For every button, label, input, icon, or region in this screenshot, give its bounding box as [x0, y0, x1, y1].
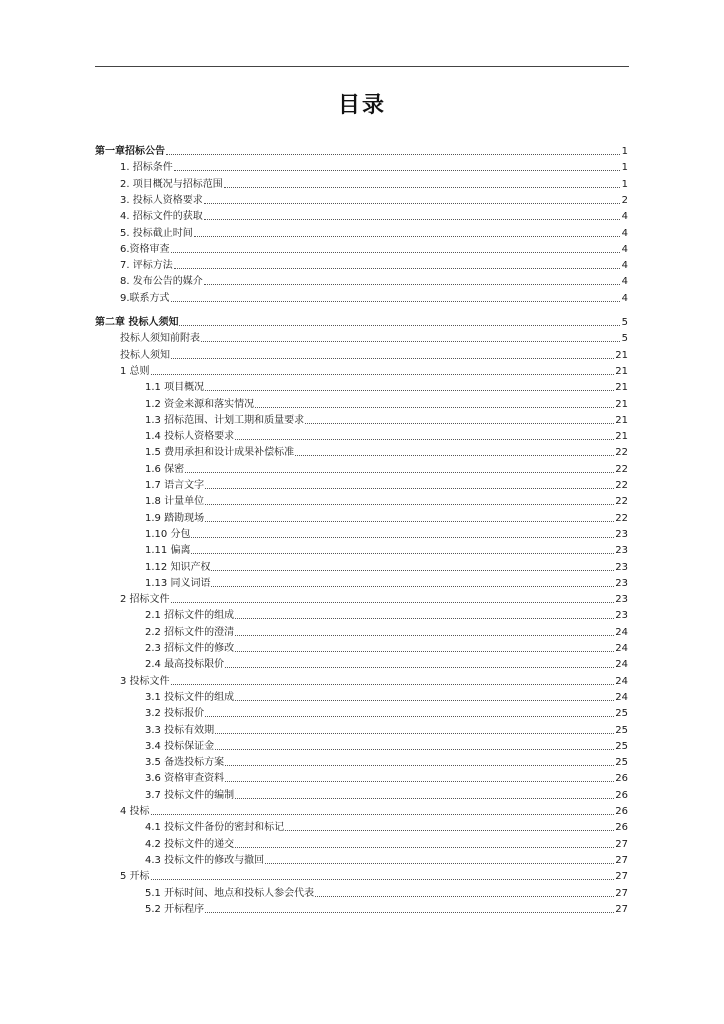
toc-entry[interactable]: [145, 443, 628, 459]
toc-entry[interactable]: [120, 272, 628, 288]
toc-entry[interactable]: [120, 207, 628, 223]
toc-entry[interactable]: [145, 818, 628, 834]
toc-entry[interactable]: [145, 769, 628, 785]
toc-page-number: 27: [615, 887, 628, 899]
toc-leader-dots: [174, 170, 620, 171]
toc-entry[interactable]: [120, 289, 628, 305]
toc-entry[interactable]: [145, 492, 628, 508]
toc-leader-dots: [211, 570, 614, 571]
toc-leader-dots: [204, 284, 620, 285]
toc-entry-text: 4. 招标文件的获取: [120, 211, 203, 223]
toc-leader-dots: [151, 374, 615, 375]
toc-entry-text: 5.2 开标程序: [145, 903, 205, 915]
toc-leader-dots: [204, 203, 620, 204]
toc-entry[interactable]: [120, 191, 628, 207]
toc-entry[interactable]: [120, 590, 628, 606]
toc-entry-text: 4 投标: [120, 806, 150, 817]
toc-leader-dots: [265, 863, 614, 864]
toc-leader-dots: [194, 236, 620, 237]
toc-entry-text: 1.10 分包: [145, 528, 191, 540]
toc-page-number: 4: [621, 243, 628, 255]
toc-leader-dots: [235, 651, 614, 652]
toc-entry-text: 5 开标: [120, 871, 150, 883]
toc-entry[interactable]: [120, 672, 628, 688]
toc-leader-dots: [235, 635, 614, 636]
toc-entry[interactable]: [120, 346, 628, 362]
toc-page-number: 21: [615, 398, 628, 410]
toc-leader-dots: [171, 358, 614, 359]
toc-leader-dots: [205, 521, 614, 522]
toc-entry-text: 3.3 投标有效期: [145, 724, 215, 736]
toc-entry[interactable]: [145, 786, 628, 802]
toc-entry[interactable]: [145, 411, 628, 427]
toc-page-number: 23: [615, 528, 628, 540]
toc-page-number: 24: [615, 675, 628, 687]
toc-page-number: 4: [621, 292, 628, 304]
toc-entry-text: 3 投标文件: [120, 675, 170, 687]
toc-page-number: 22: [615, 447, 628, 459]
toc-entry-text: 3.2 投标报价: [145, 708, 205, 720]
toc-entry-text: 1.1 项目概况: [145, 382, 205, 394]
toc-leader-dots: [295, 455, 614, 456]
toc-page-number: 24: [615, 643, 628, 654]
toc-entry-text: 第二章 投标人须知: [95, 317, 179, 328]
toc-page-number: 26: [615, 806, 628, 817]
toc-page-number: 4: [621, 227, 628, 239]
toc-entry[interactable]: [145, 639, 628, 655]
toc-entry[interactable]: [145, 835, 628, 851]
toc-entry[interactable]: [120, 240, 628, 256]
toc-page-number: 5: [621, 333, 628, 345]
toc-page-number: 21: [615, 382, 628, 394]
toc-entry-text: 3.6 资格审查资料: [145, 773, 225, 785]
toc-entry-text: 4.2 投标文件的递交: [145, 838, 235, 850]
toc-leader-dots: [235, 847, 614, 848]
toc-entry[interactable]: [145, 688, 628, 704]
toc-leader-dots: [151, 879, 615, 880]
page-title: 目录: [337, 93, 386, 118]
toc-leader-dots: [235, 439, 614, 440]
toc-entry-text: 1.11 偏离: [145, 545, 191, 557]
toc-page-number: 24: [615, 626, 628, 638]
toc-leader-dots: [171, 301, 620, 302]
toc-entry[interactable]: [145, 427, 628, 443]
toc-entry[interactable]: [120, 867, 628, 883]
toc-page-number: 25: [615, 724, 628, 736]
toc-leader-dots: [235, 618, 614, 619]
toc-leader-dots: [305, 423, 614, 424]
toc-entry-text: 投标人须知: [120, 349, 170, 361]
toc-entry[interactable]: [145, 460, 628, 476]
toc-entry[interactable]: [120, 802, 628, 818]
toc-page-number: 24: [615, 659, 628, 671]
toc-leader-dots: [255, 407, 614, 408]
toc-leader-dots: [205, 390, 614, 391]
toc-leader-dots: [166, 154, 620, 155]
toc-leader-dots: [205, 716, 614, 717]
toc-page-number: 24: [615, 691, 628, 703]
toc-entry[interactable]: [145, 574, 628, 590]
toc-leader-dots: [225, 781, 614, 782]
toc-page-number: 25: [615, 757, 628, 769]
toc-entry[interactable]: [145, 606, 628, 622]
toc-entry-text: 3.5 备选投标方案: [145, 757, 225, 769]
toc-entry[interactable]: [120, 224, 628, 240]
toc-leader-dots: [171, 252, 620, 253]
toc-leader-dots: [285, 830, 614, 831]
toc-page-number: 22: [615, 512, 628, 524]
toc-entry[interactable]: [120, 329, 628, 345]
toc-entry[interactable]: [145, 737, 628, 753]
toc-entry-text: 3.1 投标文件的组成: [145, 691, 235, 703]
toc-page-number: 27: [615, 838, 628, 850]
toc-entry[interactable]: [145, 851, 628, 867]
toc-entry[interactable]: [120, 175, 628, 191]
toc-entry[interactable]: [120, 256, 628, 272]
toc-entry-text: 2.1 招标文件的组成: [145, 610, 235, 622]
toc-entry[interactable]: [145, 753, 628, 769]
toc-page-number: 22: [615, 496, 628, 508]
toc-leader-dots: [205, 488, 614, 489]
toc-leader-dots: [185, 472, 614, 473]
toc-page-number: 22: [615, 480, 628, 491]
toc-page-number: 26: [615, 773, 628, 785]
toc-page-number: 23: [615, 561, 628, 573]
toc-leader-dots: [205, 912, 614, 913]
toc-entry[interactable]: [120, 158, 628, 174]
toc-entry-text: 3. 投标人资格要求: [120, 194, 203, 206]
toc-leader-dots: [235, 700, 614, 701]
toc-entry-text: 9.联系方式: [120, 292, 170, 304]
toc-entry[interactable]: [145, 655, 628, 671]
toc-entry-text: 1.5 费用承担和设计成果补偿标准: [145, 447, 295, 459]
toc-entry-text: 5. 投标截止时间: [120, 227, 193, 239]
toc-chapter-entry[interactable]: [95, 142, 628, 158]
toc-entry-text: 2. 项目概况与招标范围: [120, 178, 223, 190]
toc-entry-text: 2 招标文件: [120, 594, 170, 606]
toc-entry[interactable]: [145, 525, 628, 541]
toc-entry[interactable]: [145, 704, 628, 720]
toc-entry-text: 1.3 招标范围、计划工期和质量要求: [145, 414, 305, 426]
toc-entry[interactable]: [145, 541, 628, 557]
toc-page-number: 2: [621, 194, 628, 206]
toc-page-number: 4: [621, 260, 628, 272]
toc-page-number: 25: [615, 740, 628, 752]
toc-leader-dots: [215, 749, 614, 750]
toc-entry-text: 2.3 招标文件的修改: [145, 643, 235, 654]
toc-page-number: 26: [615, 822, 628, 834]
toc-page-number: 1: [621, 178, 628, 190]
toc-entry-text: 2.4 最高投标限价: [145, 659, 225, 671]
toc-leader-dots: [215, 733, 614, 734]
toc-entry-text: 4.1 投标文件备份的密封和标记: [145, 822, 285, 834]
toc-entry[interactable]: [145, 558, 628, 574]
toc-page-number: 21: [615, 431, 628, 443]
toc-page-number: 1: [621, 146, 628, 157]
toc-entry[interactable]: [145, 395, 628, 411]
toc-leader-dots: [179, 325, 620, 326]
toc-leader-dots: [235, 798, 614, 799]
toc-page-number: 4: [621, 211, 628, 223]
toc-leader-dots: [174, 268, 620, 269]
toc-entry[interactable]: [145, 476, 628, 492]
toc-page-number: 5: [621, 317, 628, 328]
toc-entry-text: 8. 发布公告的媒介: [120, 276, 203, 288]
toc-entry-text: 6.资格审查: [120, 243, 170, 255]
toc-entry[interactable]: [145, 378, 628, 394]
toc-page-number: 23: [615, 594, 628, 606]
toc-entry[interactable]: [145, 721, 628, 737]
toc-page-number: 26: [615, 789, 628, 801]
toc-page-number: 1: [621, 162, 628, 174]
toc-entry-text: 7. 评标方法: [120, 260, 173, 272]
toc-entry[interactable]: [145, 509, 628, 525]
toc-page-number: 21: [615, 349, 628, 361]
toc-entry-text: 1.6 保密: [145, 463, 185, 475]
toc-page-number: 27: [615, 871, 628, 883]
toc-entry-text: 第一章招标公告: [95, 146, 165, 157]
toc-leader-dots: [204, 219, 620, 220]
toc-leader-dots: [211, 586, 614, 587]
toc-entry[interactable]: [145, 900, 628, 916]
toc-page-number: 22: [615, 463, 628, 475]
toc-entry-text: 2.2 招标文件的澄清: [145, 626, 235, 638]
toc-page-number: 23: [615, 610, 628, 622]
toc-entry-text: 1 总则: [120, 365, 150, 377]
toc-chapter-entry[interactable]: [95, 313, 628, 329]
toc-leader-dots: [171, 684, 615, 685]
toc-leader-dots: [151, 814, 615, 815]
toc-page-number: 21: [615, 414, 628, 426]
toc-leader-dots: [225, 667, 614, 668]
toc-leader-dots: [171, 602, 615, 603]
toc-leader-dots: [225, 765, 614, 766]
toc-page-number: 21: [615, 365, 628, 377]
toc-leader-dots: [315, 896, 614, 897]
toc-entry-text: 1.12 知识产权: [145, 561, 211, 573]
toc-entry-text: 1.13 同义词语: [145, 577, 211, 589]
toc-entry-text: 1.2 资金来源和落实情况: [145, 398, 255, 410]
toc-leader-dots: [191, 537, 614, 538]
toc-page-number: 23: [615, 577, 628, 589]
toc-entry-text: 1.9 踏勘现场: [145, 512, 205, 524]
toc-page-number: 23: [615, 545, 628, 557]
toc-entry-text: 1. 招标条件: [120, 162, 173, 174]
toc-entry-text: 1.4 投标人资格要求: [145, 431, 235, 443]
toc-page-number: 4: [621, 276, 628, 288]
toc-entry-text: 1.8 计量单位: [145, 496, 205, 508]
toc-entry-text: 3.4 投标保证金: [145, 740, 215, 752]
toc-entry-text: 1.7 语言文字: [145, 480, 205, 491]
toc-page-number: 27: [615, 854, 628, 866]
toc-leader-dots: [224, 187, 620, 188]
toc-entry-text: 4.3 投标文件的修改与撤回: [145, 854, 265, 866]
toc-entry[interactable]: [145, 884, 628, 900]
header-rule: [95, 66, 629, 67]
toc-leader-dots: [205, 504, 614, 505]
toc-leader-dots: [201, 341, 620, 342]
toc-entry-text: 3.7 投标文件的编制: [145, 789, 235, 801]
toc-page-number: 25: [615, 708, 628, 720]
toc-page-number: 27: [615, 903, 628, 915]
toc-leader-dots: [191, 553, 614, 554]
toc-entry[interactable]: [120, 362, 628, 378]
toc-entry-text: 5.1 开标时间、地点和投标人参会代表: [145, 887, 315, 899]
toc-entry-text: 投标人须知前附表: [120, 333, 200, 345]
toc-entry[interactable]: [145, 623, 628, 639]
